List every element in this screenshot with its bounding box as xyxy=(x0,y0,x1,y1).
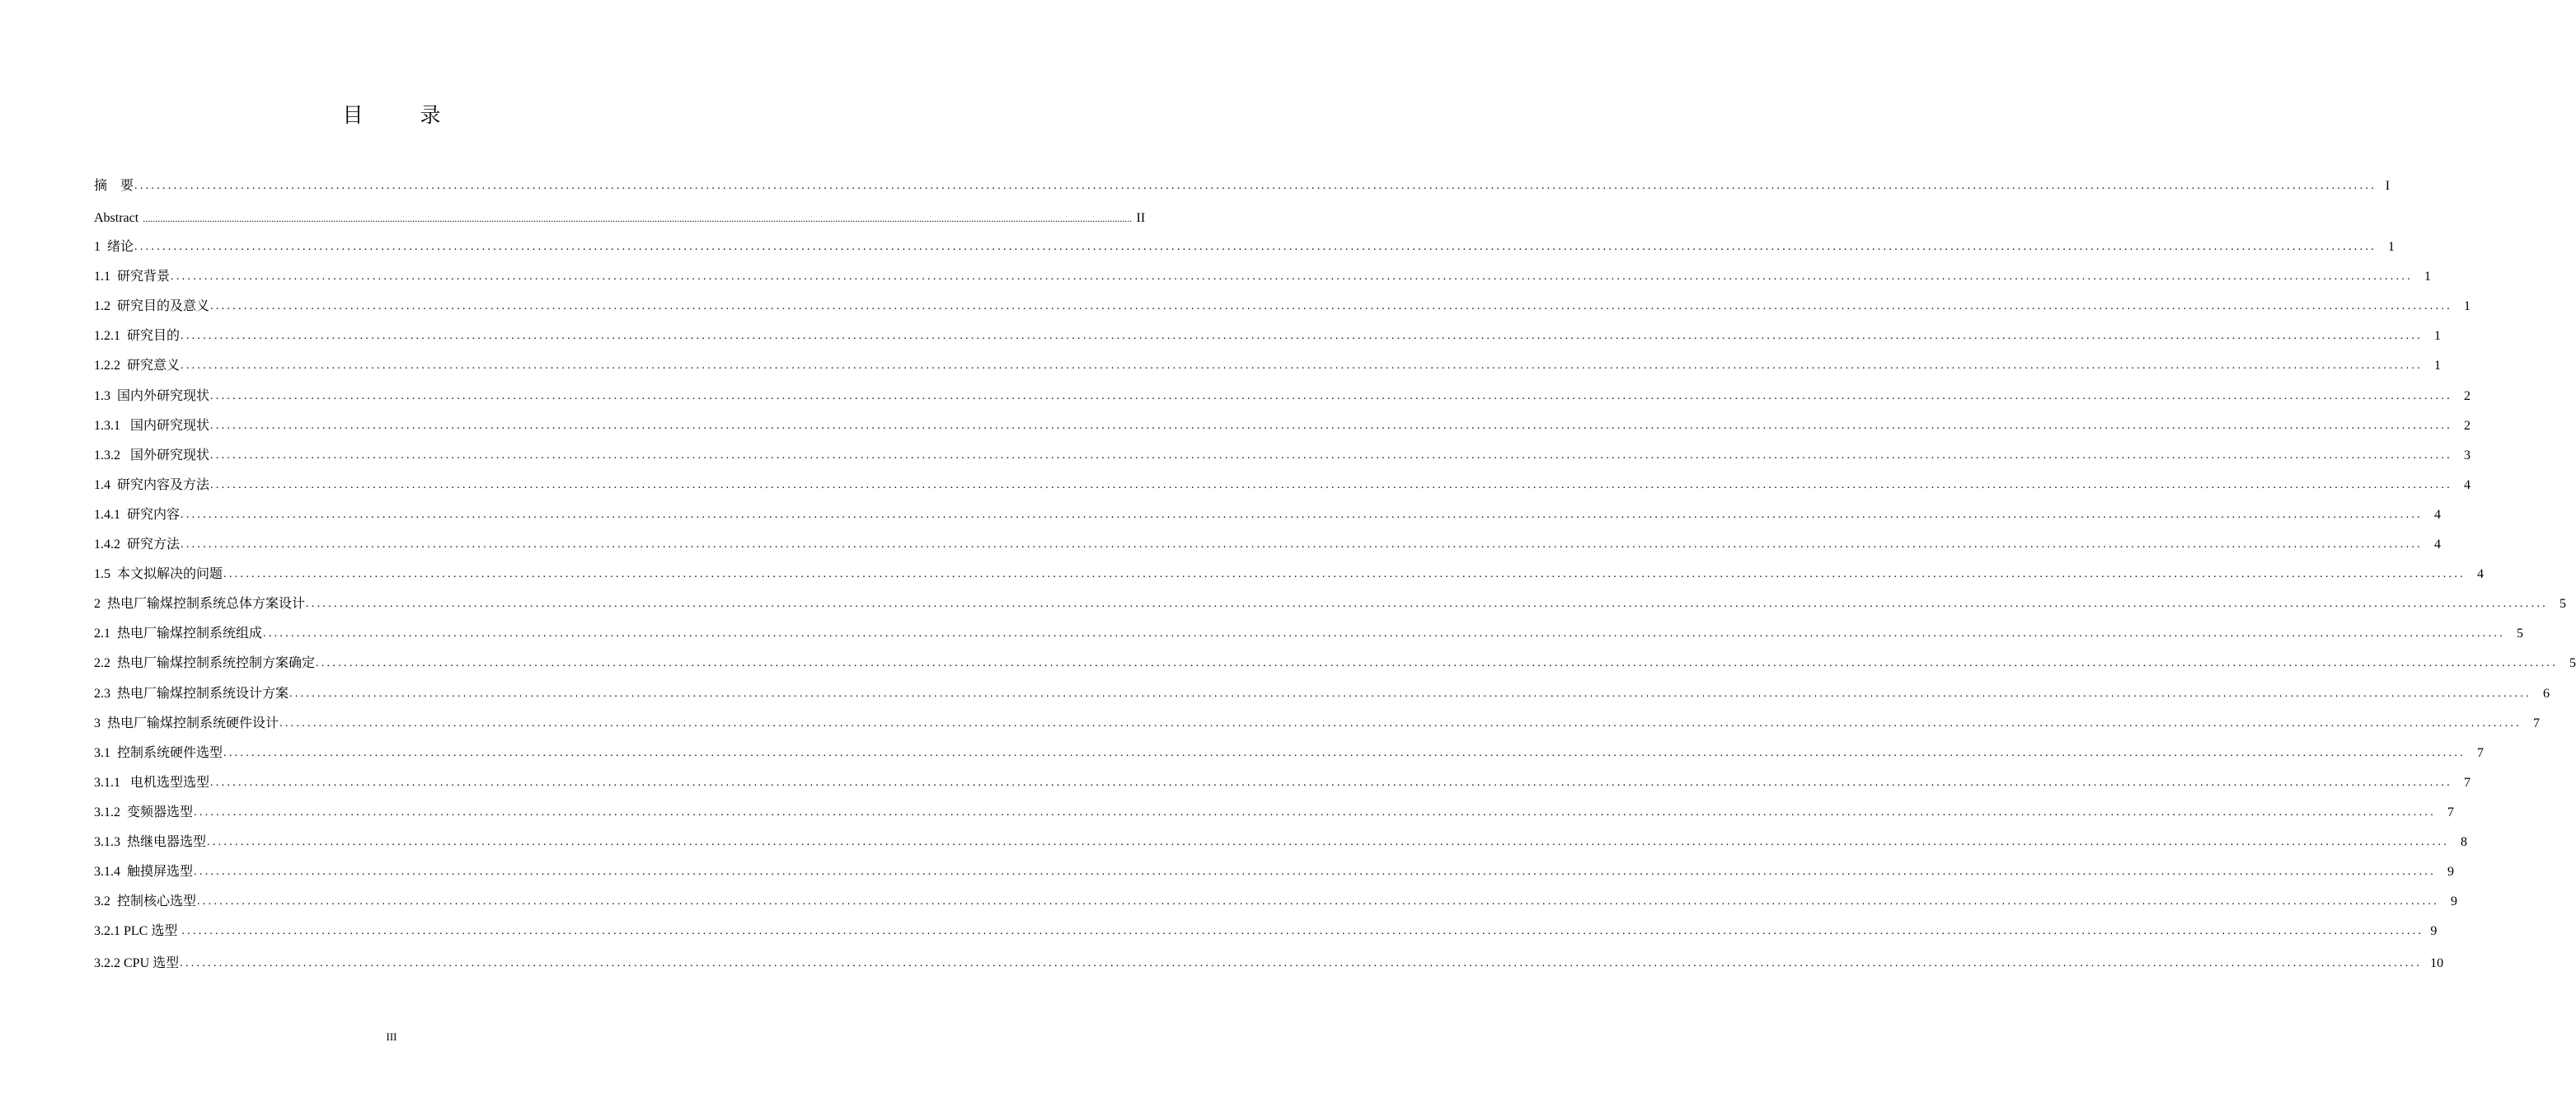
toc-entry-page-number: 6 xyxy=(2543,686,2550,701)
toc-entry-leader-dots: ................................................................................................................................................................................................................................................................................................................................................................................................................ xyxy=(134,241,2377,253)
toc-entry[interactable] xyxy=(94,175,2391,198)
toc-entry-leader-dots: ................................................................................................................................................................................................................................................................................................................................................................................................................ xyxy=(181,538,2424,551)
toc-entry-label: 1 绪论 xyxy=(94,240,134,254)
toc-entry-leader-dots: ................................................................................................................................................................................................................................................................................................................................................................................................................ xyxy=(210,478,2453,491)
toc-entry-label: 3.1.1 电机选型选型 xyxy=(94,775,210,790)
toc-entry-leader-dots: ................................................................................................................................................................................................................................................................................................................................................................................................................ xyxy=(210,389,2453,402)
toc-entry-page-number: 2 xyxy=(2464,418,2471,433)
toc-entry-page-number: 5 xyxy=(2517,627,2524,641)
toc-entry-leader-dots: ................................................................................................................................................................................................................................................................................................................................................................................................................ xyxy=(207,836,2450,848)
toc-entry-leader-dots: ................................................................................................................................................................................................................................................................................................................................................................................................................ xyxy=(181,359,2424,373)
toc-entry-label: 1.2 研究目的及意义 xyxy=(94,299,210,314)
toc-entry-label: 1.1 研究背景 xyxy=(94,270,171,284)
toc-entry-label: 摘 要 xyxy=(94,179,134,193)
toc-entry-page-number: 7 xyxy=(2477,745,2485,760)
toc-entry-label: 1.4 研究内容及方法 xyxy=(94,477,210,492)
toc-entry-label: 3.2 控制核心选型 xyxy=(94,894,197,909)
toc-entry-leader-dots: ................................................................................................................................................................................................................................................................................................................................................................................................................ xyxy=(181,925,2424,938)
toc-entry-leader-dots: ................................................................................................................................................................................................................................................................................................................................................................................................................ xyxy=(171,270,2414,284)
toc-entry-page-number: 4 xyxy=(2434,507,2442,522)
toc-entry-page-number: 10 xyxy=(2430,955,2444,970)
toc-entry-label: 1.5 本文拟解决的问题 xyxy=(94,567,223,582)
toc-entry[interactable] xyxy=(94,563,2485,586)
toc-entry-leader-dots: ................................................................................................................................................................................................................................................................................................................................................................................................................ xyxy=(279,716,2522,730)
toc-entry[interactable] xyxy=(94,920,2438,943)
toc-entry-page-number: 9 xyxy=(2447,865,2455,880)
toc-entry-label: 2.1 热电厂输煤控制系统组成 xyxy=(94,627,263,641)
toc-entry-leader-dots: ................................................................................................................................................................................................................................................................................................................................................................................................................ xyxy=(306,598,2549,611)
toc-entry[interactable] xyxy=(94,533,2442,556)
toc-entry[interactable] xyxy=(94,622,2524,646)
toc-entry-leader-dots: ................................................................................................................................................................................................................................................................................................................................................................................................................ xyxy=(210,300,2453,313)
toc-entry-leader-dots: ................................................................................................................................................................................................................................................................................................................................................................................................................ xyxy=(194,805,2437,819)
toc-entry[interactable] xyxy=(94,712,2541,735)
toc-entry-leader-dots: ................................................................................................................................................................................................................................................................................................................................................................................................................ xyxy=(316,657,2559,670)
toc-entry-label: 1.2.2 研究意义 xyxy=(94,359,181,373)
toc-entry-page-number: 1 xyxy=(2434,329,2442,344)
toc-entry[interactable] xyxy=(94,354,2442,378)
toc-entry-label: 3.1.4 触摸屏选型 xyxy=(94,865,194,880)
toc-entry-leader-dots: ................................................................................................................................................................................................................................................................................................................................................................................................................ xyxy=(181,330,2424,343)
toc-entry-leader-dots: ................................................................................................................................................................................................................................................................................................................................................................................................................ xyxy=(223,568,2466,581)
toc-entry-page-number: 7 xyxy=(2533,716,2541,730)
toc-entry-leader-dots: ................................................................................................................................................................................................................................................................................................................................................................................................................ xyxy=(134,180,2377,192)
toc-entry-label: 3.1.3 热继电器选型 xyxy=(94,835,207,849)
toc-entry-label: 1.4.2 研究方法 xyxy=(94,538,181,552)
toc-entry-label: 3.1 控制系统硬件选型 xyxy=(94,745,223,760)
toc-entry-page-number: 8 xyxy=(2461,835,2468,849)
toc-entry-label: 3.2.1 PLC 选型 xyxy=(94,924,181,939)
toc-entry-page-number: 3 xyxy=(2464,448,2471,462)
toc-entry-page-number: 9 xyxy=(2430,924,2438,939)
toc-entry[interactable] xyxy=(94,683,2550,706)
toc-entry-label: 2.2 热电厂输煤控制系统控制方案确定 xyxy=(94,656,316,671)
toc-entry[interactable] xyxy=(94,504,2442,527)
toc-entry-page-number: 7 xyxy=(2464,775,2471,790)
toc-entry-page-number: 4 xyxy=(2477,567,2485,582)
toc-entry[interactable] xyxy=(94,385,2471,408)
toc-entry-label: 1.2.1 研究目的 xyxy=(94,329,181,344)
toc-entry-page-number: 4 xyxy=(2434,538,2442,552)
toc-entry-leader-dots: ................................................................................................................................................................................................................................................................................................................................................................................................................ xyxy=(143,213,1133,224)
toc-entry-leader-dots: ................................................................................................................................................................................................................................................................................................................................................................................................................ xyxy=(210,448,2453,462)
toc-entry[interactable] xyxy=(94,207,1146,230)
toc-entry-page-number: 1 xyxy=(2388,240,2395,254)
toc-entry-label: 1.3.1 国内研究现状 xyxy=(94,418,210,433)
toc-entry-label: 1.4.1 研究内容 xyxy=(94,507,181,522)
toc-entry[interactable] xyxy=(94,593,2567,616)
toc-entry-label: 1.3.2 国外研究现状 xyxy=(94,448,210,462)
toc-entry-page-number: 1 xyxy=(2434,359,2442,373)
toc-entry-page-number: 9 xyxy=(2451,894,2458,909)
toc-entry[interactable] xyxy=(94,474,2471,497)
toc-entry-leader-dots: ................................................................................................................................................................................................................................................................................................................................................................................................................ xyxy=(181,508,2424,521)
toc-entry[interactable] xyxy=(94,742,2485,765)
toc-entry-leader-dots: ................................................................................................................................................................................................................................................................................................................................................................................................................ xyxy=(194,866,2437,879)
toc-entry-page-number: 5 xyxy=(2569,656,2576,671)
toc-entry-page-number: 2 xyxy=(2464,388,2471,403)
toc-entry[interactable] xyxy=(94,265,2432,289)
toc-entry-leader-dots: ................................................................................................................................................................................................................................................................................................................................................................................................................ xyxy=(289,687,2532,700)
toc-entry[interactable] xyxy=(94,861,2455,884)
toc-entry-page-number: I xyxy=(2385,179,2391,193)
toc-entry-leader-dots: ................................................................................................................................................................................................................................................................................................................................................................................................................ xyxy=(197,895,2440,908)
toc-entry-leader-dots: ................................................................................................................................................................................................................................................................................................................................................................................................................ xyxy=(210,419,2453,432)
toc-entry[interactable] xyxy=(94,236,2395,259)
toc-entry[interactable] xyxy=(94,952,2444,975)
toc-entry-label: 3.1.2 变频器选型 xyxy=(94,805,194,819)
toc-entry[interactable] xyxy=(94,831,2468,854)
toc-entry-label: 2 热电厂输煤控制系统总体方案设计 xyxy=(94,597,306,612)
toc-entry-page-number: 4 xyxy=(2464,477,2471,492)
toc-entry-page-number: II xyxy=(1136,211,1146,225)
toc-entry-page-number: 5 xyxy=(2560,597,2567,612)
toc-entry-page-number: 7 xyxy=(2447,805,2455,819)
toc-entry-label: 3.2.2 CPU 选型 xyxy=(94,955,180,970)
toc-entry[interactable] xyxy=(94,415,2471,438)
toc-entry-page-number: 1 xyxy=(2464,299,2471,314)
toc-entry[interactable] xyxy=(94,325,2442,348)
toc-entry[interactable] xyxy=(94,444,2471,467)
toc-entry-leader-dots: ................................................................................................................................................................................................................................................................................................................................................................................................................ xyxy=(180,956,2423,970)
toc-entry[interactable] xyxy=(94,772,2471,795)
footer-page-number: III xyxy=(386,1031,397,1043)
toc-entry-label: 3 热电厂输煤控制系统硬件设计 xyxy=(94,716,279,730)
toc-entry-label: 2.3 热电厂输煤控制系统设计方案 xyxy=(94,686,289,701)
toc-entry[interactable] xyxy=(94,801,2455,824)
toc-entry-page-number: 1 xyxy=(2424,270,2432,284)
toc-entry-label: Abstract xyxy=(94,211,143,225)
toc-entry[interactable] xyxy=(94,295,2471,318)
toc-entry[interactable] xyxy=(94,890,2458,913)
page-title: 目 录 xyxy=(342,105,459,127)
toc-entry-leader-dots: ................................................................................................................................................................................................................................................................................................................................................................................................................ xyxy=(210,776,2453,789)
toc-entry-leader-dots: ................................................................................................................................................................................................................................................................................................................................................................................................................ xyxy=(223,746,2466,759)
toc-entry-label: 1.3 国内外研究现状 xyxy=(94,388,210,403)
toc-entry[interactable] xyxy=(94,652,2576,675)
toc-entry-leader-dots: ................................................................................................................................................................................................................................................................................................................................................................................................................ xyxy=(263,627,2506,641)
